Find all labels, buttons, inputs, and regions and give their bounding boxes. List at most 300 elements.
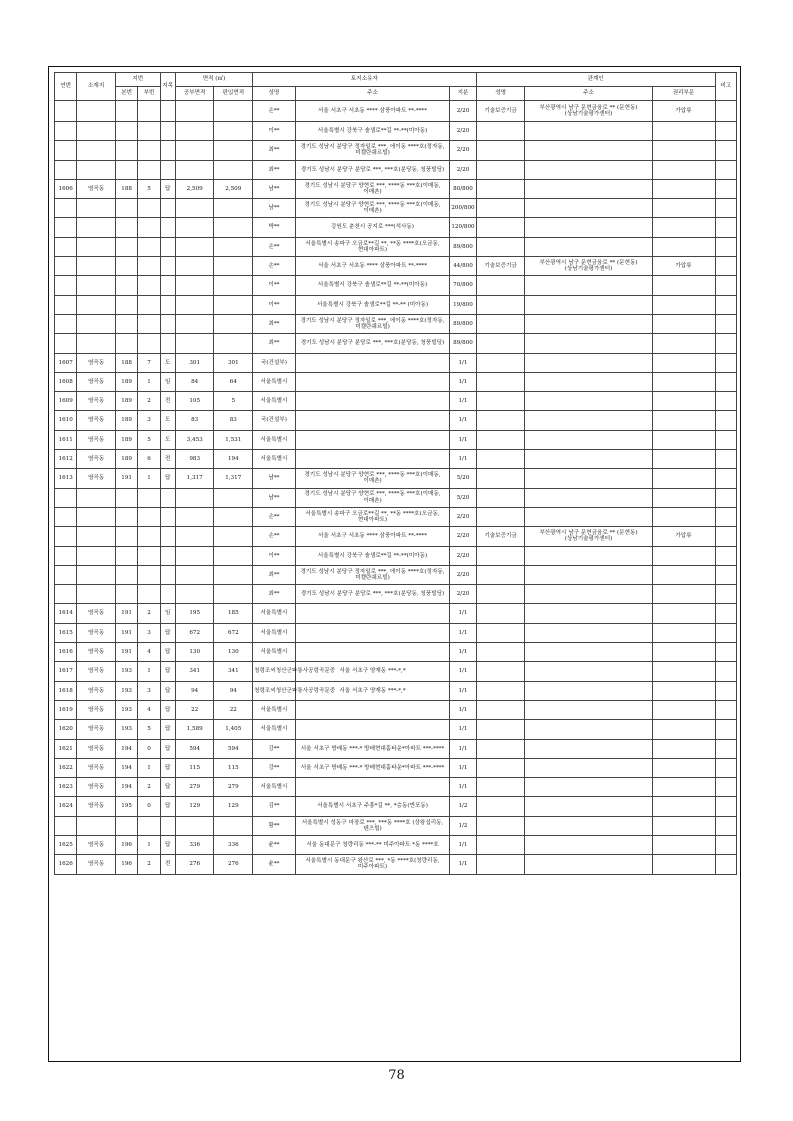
row-sub-number <box>138 257 160 276</box>
row-remark <box>715 758 736 777</box>
row-village <box>77 816 116 835</box>
row-main-number <box>115 546 137 565</box>
row-category: 임 <box>160 604 175 623</box>
row-remark <box>715 585 736 604</box>
row-share: 1/1 <box>450 450 476 469</box>
row-owner-address <box>295 778 449 797</box>
row-owner-name: 손** <box>253 527 296 546</box>
row-main-number <box>115 585 137 604</box>
header-sub: 부번 <box>138 87 160 101</box>
row-remark <box>715 700 736 719</box>
row-incorporated-area: 83 <box>214 411 253 430</box>
row-related-address <box>525 835 652 854</box>
table-row <box>55 835 737 854</box>
row-owner-address <box>295 372 449 391</box>
row-related-address <box>525 565 652 584</box>
row-share: 5/20 <box>450 469 476 488</box>
row-village <box>77 565 116 584</box>
row-owner-address <box>295 604 449 623</box>
row-related-address <box>525 218 652 237</box>
row-remark <box>715 739 736 758</box>
row-related-name: 기술보증기금 <box>476 257 525 276</box>
row-owner-name: 이** <box>253 295 296 314</box>
row-no: 1611 <box>55 430 77 449</box>
row-remark <box>715 160 736 179</box>
row-remark <box>715 527 736 546</box>
row-official-area: 1,317 <box>175 469 214 488</box>
row-official-area: 115 <box>175 758 214 777</box>
row-incorporated-area: 129 <box>214 797 253 816</box>
row-sub-number: 4 <box>138 643 160 662</box>
table-row <box>55 681 737 700</box>
row-share: 1/1 <box>450 604 476 623</box>
row-remark <box>715 816 736 835</box>
row-owner-address: 경기도 성남시 분당구 정자일로 ***, 에이동 ****호(정자동, 미켈란쉐르빌) <box>295 141 449 160</box>
row-share: 1/2 <box>450 797 476 816</box>
row-sub-number: 5 <box>138 720 160 739</box>
row-sub-number: 0 <box>138 797 160 816</box>
row-village <box>77 237 116 256</box>
row-related-name <box>476 353 525 372</box>
row-related-address <box>525 585 652 604</box>
row-official-area <box>175 295 214 314</box>
row-share: 89/800 <box>450 334 476 353</box>
row-main-number <box>115 565 137 584</box>
row-category <box>160 507 175 526</box>
row-sub-number: 1 <box>138 662 160 681</box>
row-category: 답 <box>160 662 175 681</box>
row-main-number <box>115 141 137 160</box>
row-sub-number: 0 <box>138 739 160 758</box>
row-related-rights <box>652 334 715 353</box>
row-sub-number: 2 <box>138 778 160 797</box>
row-sub-number: 1 <box>138 758 160 777</box>
row-owner-address: 경기도 성남시 분당구 양현로 ***, ****동 ***호(이매동, 이매촌) <box>295 488 449 507</box>
row-owner-name: 남** <box>253 469 296 488</box>
row-village: 염곡동 <box>77 469 116 488</box>
table-row <box>55 430 737 449</box>
row-incorporated-area <box>214 507 253 526</box>
row-incorporated-area: 194 <box>214 450 253 469</box>
row-related-name <box>476 700 525 719</box>
row-village <box>77 101 116 122</box>
row-owner-name: 박** <box>253 218 296 237</box>
row-category: 답 <box>160 700 175 719</box>
page-number: 78 <box>388 1068 405 1083</box>
row-related-address <box>525 623 652 642</box>
table-row <box>55 450 737 469</box>
row-no <box>55 199 77 218</box>
row-incorporated-area <box>214 218 253 237</box>
table-row <box>55 546 737 565</box>
row-sub-number <box>138 218 160 237</box>
row-share: 2/20 <box>450 585 476 604</box>
row-main-number: 189 <box>115 450 137 469</box>
row-incorporated-area: 185 <box>214 604 253 623</box>
header-rel-rights: 권리부문 <box>652 87 715 101</box>
row-main-number: 194 <box>115 778 137 797</box>
row-related-rights <box>652 643 715 662</box>
row-related-rights <box>652 469 715 488</box>
row-related-name <box>476 835 525 854</box>
row-category: 답 <box>160 797 175 816</box>
row-related-address: 부산광역시 남구 문현금융로 ** (문현동) (상남기술평가센터) <box>525 257 652 276</box>
row-share: 1/1 <box>450 411 476 430</box>
table-row <box>55 122 737 141</box>
row-share: 1/1 <box>450 623 476 642</box>
row-no: 1623 <box>55 778 77 797</box>
row-owner-name: 최** <box>253 314 296 333</box>
row-main-number <box>115 314 137 333</box>
row-related-address <box>525 739 652 758</box>
row-remark <box>715 430 736 449</box>
row-incorporated-area: 22 <box>214 700 253 719</box>
row-remark <box>715 122 736 141</box>
row-sub-number <box>138 314 160 333</box>
row-main-number <box>115 199 137 218</box>
row-owner-address <box>295 720 449 739</box>
header-rel-name: 성명 <box>476 87 525 101</box>
row-village: 염곡동 <box>77 392 116 411</box>
row-no <box>55 507 77 526</box>
row-related-name <box>476 469 525 488</box>
row-owner-address: 서울특별시 강북구 솔샘로**길 **-**(미아동) <box>295 122 449 141</box>
row-category <box>160 295 175 314</box>
row-remark <box>715 392 736 411</box>
row-no: 1615 <box>55 623 77 642</box>
row-related-rights <box>652 122 715 141</box>
row-incorporated-area: 115 <box>214 758 253 777</box>
row-village <box>77 488 116 507</box>
table-row <box>55 314 737 333</box>
row-owner-address <box>295 392 449 411</box>
row-main-number: 193 <box>115 681 137 700</box>
row-remark <box>715 623 736 642</box>
row-owner-address: 서울 서초구 방배동 ***-* 방배현대홈타운*아파트 ***-**** <box>295 758 449 777</box>
row-related-rights <box>652 314 715 333</box>
row-share: 1/1 <box>450 662 476 681</box>
row-related-address <box>525 237 652 256</box>
row-related-address <box>525 488 652 507</box>
row-sub-number <box>138 141 160 160</box>
row-village: 염곡동 <box>77 739 116 758</box>
row-related-rights <box>652 778 715 797</box>
row-village: 염곡동 <box>77 758 116 777</box>
row-category: 답 <box>160 758 175 777</box>
row-official-area <box>175 314 214 333</box>
row-official-area: 594 <box>175 739 214 758</box>
row-incorporated-area: 276 <box>214 855 253 874</box>
row-owner-name: 서울특별시 <box>253 700 296 719</box>
row-main-number <box>115 218 137 237</box>
row-category <box>160 199 175 218</box>
row-owner-address: 서울특별시 서초구 주흥*길 **, *층동(반포동) <box>295 797 449 816</box>
row-incorporated-area <box>214 160 253 179</box>
table-row <box>55 739 737 758</box>
row-remark <box>715 662 736 681</box>
row-village: 염곡동 <box>77 835 116 854</box>
row-main-number: 189 <box>115 372 137 391</box>
row-incorporated-area <box>214 565 253 584</box>
table-row <box>55 488 737 507</box>
row-official-area: 84 <box>175 372 214 391</box>
row-share: 1/2 <box>450 816 476 835</box>
row-village <box>77 295 116 314</box>
row-owner-name: 강** <box>253 739 296 758</box>
row-remark <box>715 199 736 218</box>
row-official-area: 301 <box>175 353 214 372</box>
row-related-rights <box>652 199 715 218</box>
row-share: 89/800 <box>450 237 476 256</box>
row-no: 1609 <box>55 392 77 411</box>
row-share: 1/1 <box>450 700 476 719</box>
row-related-name <box>476 199 525 218</box>
row-no: 1624 <box>55 797 77 816</box>
row-main-number: 193 <box>115 700 137 719</box>
row-sub-number: 2 <box>138 392 160 411</box>
row-share: 70/800 <box>450 276 476 295</box>
row-related-rights <box>652 218 715 237</box>
row-main-number: 194 <box>115 739 137 758</box>
row-owner-address: 서울 서초구 서초동 **** 삼풍아파트 **-**** <box>295 527 449 546</box>
row-main-number: 195 <box>115 797 137 816</box>
row-no: 1608 <box>55 372 77 391</box>
table-row <box>55 218 737 237</box>
header-official-area: 공부면적 <box>175 87 214 101</box>
table-row <box>55 778 737 797</box>
row-no: 1616 <box>55 643 77 662</box>
row-no <box>55 585 77 604</box>
row-related-name <box>476 720 525 739</box>
row-main-number: 193 <box>115 720 137 739</box>
row-related-name <box>476 179 525 198</box>
row-share: 1/1 <box>450 758 476 777</box>
row-related-address <box>525 469 652 488</box>
row-main-number <box>115 295 137 314</box>
row-related-address: 부산광역시 남구 문현금융로 ** (문현동) (상남기술평가센터) <box>525 101 652 122</box>
row-no <box>55 334 77 353</box>
row-owner-name: 손** <box>253 507 296 526</box>
row-main-number: 191 <box>115 604 137 623</box>
header-area: 면적 (㎡) <box>175 73 252 87</box>
row-owner-address: 서울 서초구 서초동 **** 삼풍아파트 **-**** <box>295 101 449 122</box>
row-related-address <box>525 700 652 719</box>
row-share: 5/20 <box>450 488 476 507</box>
row-no: 1612 <box>55 450 77 469</box>
table-row <box>55 565 737 584</box>
row-related-name <box>476 450 525 469</box>
row-related-address <box>525 392 652 411</box>
row-owner-name: 최** <box>253 141 296 160</box>
row-owner-address: 서울 서초구 방배동 ***-* 방배현대홈타운*아파트 ***-**** <box>295 739 449 758</box>
row-sub-number <box>138 527 160 546</box>
table-row <box>55 662 737 681</box>
row-owner-address: 강원도 춘천시 공지로 ***(석사동) <box>295 218 449 237</box>
row-no: 1617 <box>55 662 77 681</box>
row-owner-name: 청령조씨청산군파통사공령곡문중 <box>253 681 296 700</box>
table-row <box>55 758 737 777</box>
row-sub-number <box>138 585 160 604</box>
row-category <box>160 314 175 333</box>
row-owner-name: 국(건설부) <box>253 411 296 430</box>
table-row <box>55 604 737 623</box>
row-village: 염곡동 <box>77 662 116 681</box>
row-village <box>77 314 116 333</box>
row-owner-name: 이** <box>253 276 296 295</box>
row-remark <box>715 450 736 469</box>
row-related-address <box>525 720 652 739</box>
row-related-name <box>476 816 525 835</box>
row-owner-name: 서울특별시 <box>253 720 296 739</box>
row-owner-name: 황** <box>253 816 296 835</box>
row-official-area <box>175 141 214 160</box>
row-related-address <box>525 334 652 353</box>
row-sub-number: 1 <box>138 835 160 854</box>
row-related-name <box>476 218 525 237</box>
row-share: 2/20 <box>450 507 476 526</box>
row-main-number: 188 <box>115 353 137 372</box>
row-main-number <box>115 257 137 276</box>
table-body <box>55 101 737 875</box>
row-village <box>77 160 116 179</box>
row-remark <box>715 488 736 507</box>
row-main-number <box>115 488 137 507</box>
row-related-rights: 가압류 <box>652 257 715 276</box>
row-sub-number <box>138 334 160 353</box>
row-official-area: 279 <box>175 778 214 797</box>
row-official-area: 3,453 <box>175 430 214 449</box>
row-related-rights <box>652 758 715 777</box>
row-share: 1/1 <box>450 643 476 662</box>
row-village <box>77 585 116 604</box>
row-related-name <box>476 585 525 604</box>
row-related-name <box>476 430 525 449</box>
row-no: 1607 <box>55 353 77 372</box>
row-owner-address <box>295 623 449 642</box>
row-owner-address <box>295 643 449 662</box>
row-official-area <box>175 122 214 141</box>
row-village: 염곡동 <box>77 778 116 797</box>
row-no: 1626 <box>55 855 77 874</box>
row-sub-number <box>138 237 160 256</box>
table-row <box>55 855 737 874</box>
row-owner-name: 손** <box>253 101 296 122</box>
row-main-number: 191 <box>115 643 137 662</box>
row-owner-name: 서울특별시 <box>253 392 296 411</box>
row-remark <box>715 276 736 295</box>
row-related-address <box>525 276 652 295</box>
row-related-name <box>476 546 525 565</box>
row-official-area <box>175 488 214 507</box>
row-remark <box>715 565 736 584</box>
row-owner-address: 서울특별시 강북구 솔샘로**길 **-** (미아동) <box>295 295 449 314</box>
row-owner-address: 경기도 성남시 분당구 양현로 ***, ****동 ***호(이매동, 이매촌) <box>295 469 449 488</box>
row-related-address <box>525 604 652 623</box>
row-no <box>55 488 77 507</box>
row-remark <box>715 778 736 797</box>
row-related-name <box>476 372 525 391</box>
table-row <box>55 199 737 218</box>
header-category: 지목 <box>160 73 175 101</box>
row-related-name <box>476 797 525 816</box>
row-category <box>160 276 175 295</box>
row-share: 2/20 <box>450 565 476 584</box>
row-incorporated-area: 594 <box>214 739 253 758</box>
row-category: 도 <box>160 430 175 449</box>
row-related-address <box>525 295 652 314</box>
row-sub-number <box>138 295 160 314</box>
row-no <box>55 565 77 584</box>
row-main-number: 196 <box>115 835 137 854</box>
row-related-name <box>476 778 525 797</box>
row-official-area: 22 <box>175 700 214 719</box>
row-sub-number <box>138 816 160 835</box>
row-sub-number <box>138 199 160 218</box>
table-row <box>55 334 737 353</box>
table-row <box>55 527 737 546</box>
row-category <box>160 565 175 584</box>
row-no: 1618 <box>55 681 77 700</box>
row-related-name: 기술보증기금 <box>476 527 525 546</box>
row-category <box>160 257 175 276</box>
row-sub-number: 3 <box>138 681 160 700</box>
row-owner-name: 최** <box>253 334 296 353</box>
row-village <box>77 276 116 295</box>
row-remark <box>715 295 736 314</box>
row-related-rights <box>652 546 715 565</box>
row-share: 89/800 <box>450 314 476 333</box>
row-remark <box>715 604 736 623</box>
row-category: 답 <box>160 469 175 488</box>
row-owner-address: 경기도 성남시 분당구 정자일로 ***, 에이동 ****호(정자동, 미켈란쉐르빌) <box>295 314 449 333</box>
row-related-rights <box>652 565 715 584</box>
row-sub-number <box>138 507 160 526</box>
row-owner-name: 강** <box>253 758 296 777</box>
row-official-area <box>175 257 214 276</box>
row-category: 답 <box>160 681 175 700</box>
row-main-number <box>115 507 137 526</box>
row-official-area <box>175 546 214 565</box>
row-village <box>77 199 116 218</box>
table-row <box>55 411 737 430</box>
row-no: 1613 <box>55 469 77 488</box>
row-related-rights <box>652 700 715 719</box>
row-category <box>160 218 175 237</box>
row-village: 염곡동 <box>77 797 116 816</box>
row-owner-address: 서울 서초구 양재동 ***-*,* <box>295 681 449 700</box>
table-row <box>55 720 737 739</box>
row-remark <box>715 855 736 874</box>
row-related-name <box>476 334 525 353</box>
row-incorporated-area <box>214 314 253 333</box>
row-remark <box>715 720 736 739</box>
table-row <box>55 101 737 122</box>
row-related-rights <box>652 237 715 256</box>
row-remark <box>715 546 736 565</box>
row-no: 1606 <box>55 179 77 198</box>
row-no <box>55 257 77 276</box>
row-official-area: 105 <box>175 392 214 411</box>
row-no <box>55 295 77 314</box>
row-village: 염곡동 <box>77 450 116 469</box>
row-share: 1/1 <box>450 739 476 758</box>
row-related-name <box>476 623 525 642</box>
row-related-rights <box>652 450 715 469</box>
row-incorporated-area: 130 <box>214 643 253 662</box>
row-no: 1620 <box>55 720 77 739</box>
table-row <box>55 141 737 160</box>
row-owner-address: 경기도 성남시 분당구 분당로 ***, ***호(분당동, 청풍빌딩) <box>295 160 449 179</box>
